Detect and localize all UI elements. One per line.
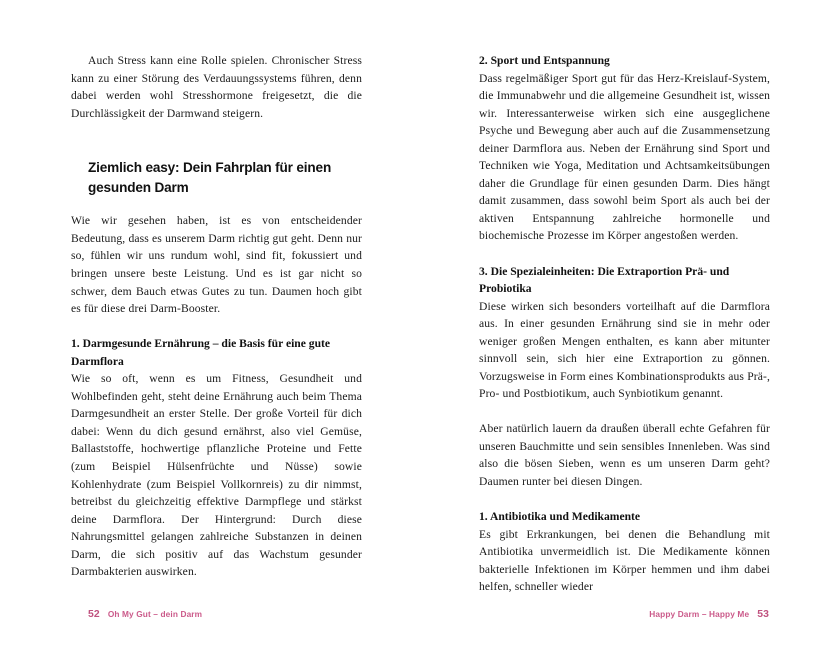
paragraph-spacer: [479, 403, 770, 421]
paragraph-ernaehrung: Wie so oft, wenn es um Fitness, Gesundheit und Wohlbefinden geht, steht deine Ernährung auch beim Thema Darmgesundheit an erster Stelle. Der große Vorteil für dich dabei: Wenn du dich gesund ernährst, also viel Gemüse, Ballaststoffe, hochwertige pflanzliche Proteine und Fette (zum Beispiel Hülsenfrüchte und Nüsse) sowie Kohlenhydrate (zum Beispiel Vollkornreis) zu dir nimmst, betreibst du gleichzeitig effektive Darmpflege und stärkst deine Darmflora. Der Hintergrund: Durch diese Nahrungsmittel gelangen zahlreiche Substanzen in deinen Darm, die sich positiv auf das Wachstum gesunder Darmbakterien auswirken.: [71, 372, 362, 579]
sub-heading-sport-und-entspannung: 2. Sport und Entspannung: [479, 54, 610, 67]
paragraph-stress: Auch Stress kann eine Rolle spielen. Chronischer Stress kann zu einer Störung des Verdauungssystems führen, denn dabei werden wohl Stresshormone freigesetzt, die die Durchlässigkeit der Darmwand steigern.: [71, 54, 362, 120]
paragraph-sport: Dass regelmäßiger Sport gut für das Herz-Kreislauf-System, die Immunabwehr und die allgemeine Gesundheit ist, wissen wir. Interessanterweise wirken sich eine ausgeglichene Psyche und Bewegung aber auch auf die Zusammensetzung deiner Darmflora aus. Neben der Ernährung sind Sport und Techniken wie Yoga, Meditation und Achtsamkeitsübungen daher die Grundlage für einen gesunden Darm. Dies hängt damit zusammen, dass sowohl beim Sport als auch bei der aktiven Entspannung zahlreiche hormonelle und biochemische Prozesse im Körper angestoßen werden.: [479, 71, 770, 243]
left-page-text-column: [71, 52, 362, 581]
right-page-text-column: [479, 52, 770, 596]
left-page-footer: [88, 609, 202, 620]
paragraph-probiotika: Diese wirken sich besonders vorteilhaft auf die Darmflora aus. In einer gesunden Ernährung sind sie in mehr oder weniger großen Mengen enthalten, es kann aber mitunter sinnvoll sein, sich hier eine Extraportion zu gönnen. Vorzugsweise in Form eines Kombinationsprodukts aus Prä-, Pro- und Postbiotikum, auch Synbiotikum genannt.: [479, 299, 770, 401]
paragraph-gefahren: Aber natürlich lauern da draußen überall echte Gefahren für unseren Bauchmitte und sein sensibles Innenleben. Was sind also die bösen Sieben, wenn es um unseren Darm geht? Daumen runter bei diesen Dingen.: [479, 422, 770, 489]
paragraph-spacer: [71, 318, 362, 336]
sub-heading-antibiotika: 1. Antibiotika und Medikamente: [479, 510, 641, 524]
paragraph-antibiotika: Es gibt Erkrankungen, bei denen die Behandlung mit Antibiotika unvermeidlich ist. Die Medikamente können bakterielle Infektionen im Körper hemmen und ihm dabei helfen, schneller wieder: [479, 527, 770, 594]
right-page-running-head: Happy Darm – Happy Me: [649, 609, 750, 619]
left-page: [0, 0, 416, 648]
left-page-folio: 52: [88, 609, 100, 620]
chapter-heading: Ziemlich easy: Dein Fahrplan für einen gesunden Darm: [88, 160, 332, 195]
paragraph-spacer: [479, 245, 770, 263]
paragraph-spacer: [479, 491, 770, 509]
paragraph-intro: Wie wir gesehen haben, ist es von entscheidender Bedeutung, dass es unserem Darm richtig gut geht. Denn nur so, fühlen wir uns rundum wohl, sind fit, fokussiert und bringen unsere beste Leistung. Und es ist gar nicht so schwer, dem Bauch etwas Gutes zu tun. Daumen hoch gibt es für diese drei Darm-Booster.: [71, 214, 362, 316]
right-page-footer: [649, 609, 769, 620]
chapter-heading-block: [71, 158, 362, 197]
right-page-folio: 53: [757, 609, 769, 620]
sub-heading-darmgesunde-ernaehrung: 1. Darmgesunde Ernährung – die Basis für eine gute Darmflora: [71, 337, 331, 368]
left-page-running-head: Oh My Gut – dein Darm: [107, 609, 203, 619]
right-page: [417, 0, 833, 648]
sub-heading-spezialeinheiten: 3. Die Spezialeinheiten: Die Extraportion Prä- und Probiotika: [479, 264, 730, 296]
